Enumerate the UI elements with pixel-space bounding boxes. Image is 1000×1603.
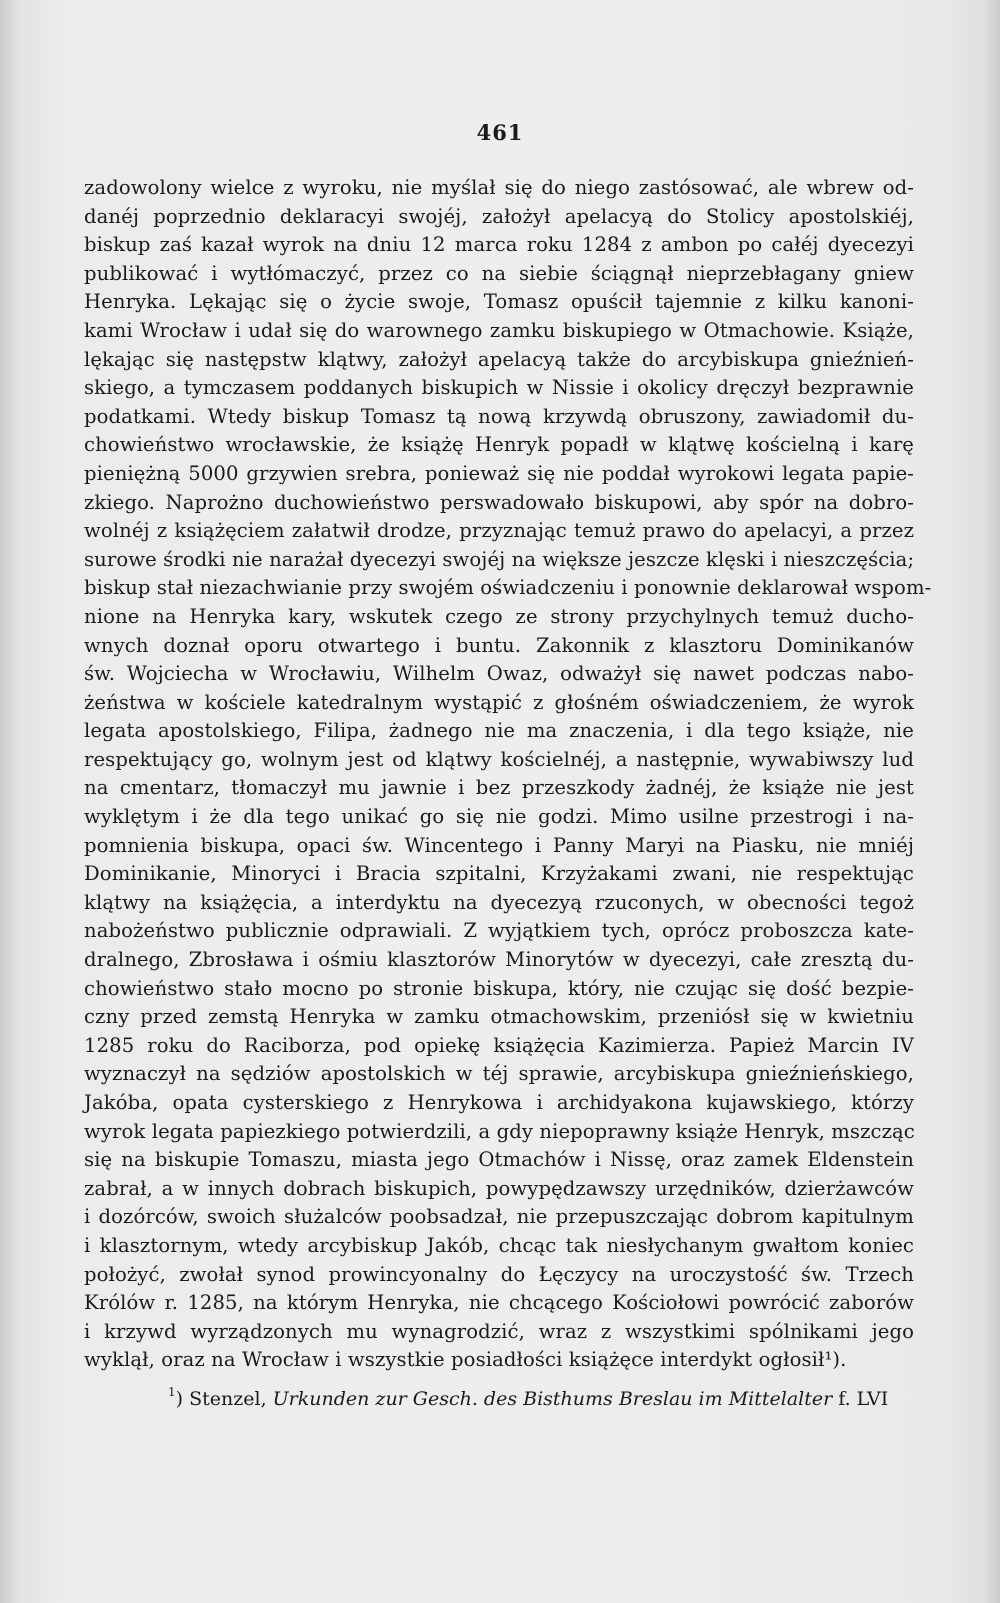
- footnote-title: Urkunden zur Gesch. des Bisthums Breslau im Mittelalter: [272, 1388, 833, 1410]
- text-line: wyznaczył na sędziów apostolskich w téj sprawie, arcybiskupa gnieźnieńskiego,: [84, 1062, 914, 1086]
- text-line: Henryka. Lękając się o życie swoje, Tomasz opuścił tajemnie z kilku kanoni-: [84, 290, 914, 314]
- text-line: wyklętym i że dla tego unikać go się nie godzi. Mimo usilne przestrogi i na-: [84, 805, 914, 829]
- text-line: św. Wojciecha w Wrocławiu, Wilhelm Owaz, odważył się nawet podczas nabo-: [84, 662, 914, 686]
- text-line: zadowolony wielce z wyroku, nie myślał się do niego zastósować, ale wbrew od-: [84, 176, 914, 199]
- text-line: i dozórców, swoich służalców poobsadzał, nie przepuszczając dobrom kapitulnym: [84, 1205, 914, 1229]
- text-line: 1285 roku do Raciborza, pod opiekę książęcia Kazimierza. Papież Marcin IV: [84, 1033, 914, 1057]
- text-line: dralnego, Zbrosława i ośmiu klasztorów Minorytów w dyecezyi, całe zresztą du-: [84, 948, 914, 972]
- footnote: [168, 1386, 914, 1412]
- text-line: legata apostolskiego, Filipa, żadnego nie ma znaczenia, i dla tego książe, nie: [84, 719, 914, 743]
- text-line: czny przed zemstą Henryka w zamku otmachowskim, przeniósł się w kwietniu: [84, 1005, 914, 1029]
- text-line: wyklął, oraz na Wrocław i wszystkie posiadłości książęce interdykt ogłosił¹).: [84, 1348, 847, 1372]
- text-line: kami Wrocław i udał się do warownego zamku biskupiego w Otmachowie. Książe,: [84, 318, 914, 342]
- footnote-paren: ): [175, 1388, 184, 1410]
- text-line: klątwy na książęcia, a interdyktu na dyecezyą rzuconych, w obecności tegoż: [84, 890, 914, 914]
- text-line: respektujący go, wolnym jest od klątwy kościelnéj, a następnie, wywabiwszy lud: [84, 747, 914, 771]
- text-line: nione na Henryka kary, wskutek czego ze strony przychylnych temuż ducho-: [84, 604, 914, 628]
- text-line: danéj poprzednio deklaracyi swojéj, założył apelacyą do Stolicy apostolskiéj,: [84, 204, 914, 228]
- text-line: i klasztornym, wtedy arcybiskup Jakób, chcąc tak niesłychanym gwałtom koniec: [84, 1233, 914, 1257]
- page-edge-shadow-right: [982, 0, 1000, 1603]
- footnote-reference: f. LVI: [838, 1388, 889, 1410]
- text-line: skiego, a tymczasem poddanych biskupich w Nissie i okolicy dręczył bezprawnie: [84, 376, 914, 400]
- page-number: 461: [476, 120, 524, 145]
- text-line: i krzywd wyrządzonych mu wynagrodzić, wraz z wszystkimi spólnikami jego: [84, 1319, 914, 1343]
- footnote-author: Stenzel,: [189, 1388, 267, 1410]
- text-line: pomnienia biskupa, opaci św. Wincentego i Panny Maryi na Piasku, nie mniéj: [84, 833, 914, 857]
- text-line: na cmentarz, tłomaczył mu jawnie i bez przeszkody żadnéj, że książe nie jest: [84, 776, 914, 800]
- text-line: Jakóba, opata cysterskiego z Henrykowa i archidyakona kujawskiego, którzy: [84, 1091, 914, 1114]
- text-line: chowieństwo wrocławskie, że książę Henryk popadł w klątwę kościelną i karę: [84, 433, 914, 457]
- text-line: wnych doznał oporu otwartego i buntu. Zakonnik z klasztoru Dominikanów: [84, 633, 914, 657]
- text-line: publikować i wytłómaczyć, przez co na siebie ściągnął nieprzebłagany gniew: [84, 261, 914, 285]
- body-text: [84, 174, 932, 1375]
- text-line: zkiego. Naprożno duchowieństwo perswadowało biskupowi, aby spór na dobro-: [84, 490, 914, 514]
- text-line: Królów r. 1285, na którym Henryka, nie chcącego Kościołowi powrócić zaborów: [84, 1291, 914, 1315]
- text-line: biskup zaś kazał wyrok na dniu 12 marca roku 1284 z ambon po całéj dyecezyi: [84, 233, 914, 257]
- footnote-marker: 1: [168, 1385, 176, 1399]
- text-line: wolnéj z książęciem załatwił drodze, przyznając temuż prawo do apelacyi, a przez: [84, 519, 914, 543]
- text-line: nabożeństwo publicznie odprawiali. Z wyjątkiem tych, oprócz proboszcza kate-: [84, 919, 914, 943]
- text-line: zabrał, a w innych dobrach biskupich, powypędzawszy urzędników, dzierżawców: [84, 1176, 914, 1200]
- text-line: położyć, zwołał synod prowincyonalny do Łęczycy na uroczystość św. Trzech: [84, 1262, 914, 1286]
- text-line: wyrok legata papiezkiego potwierdzili, a gdy niepoprawny książe Henryk, mszcząc: [84, 1119, 915, 1143]
- text-line: się na biskupie Tomaszu, miasta jego Otmachów i Nissę, oraz zamek Eldenstein: [84, 1148, 914, 1172]
- text-line: biskup stał niezachwianie przy swojém oświadczeniu i ponownie deklarował wspom-: [84, 576, 932, 600]
- page-edge-shadow-left: [0, 0, 18, 1603]
- text-line: żeństwa w kościele katedralnym wystąpić z głośném oświadczeniem, że wyrok: [84, 690, 914, 714]
- text-line: lękając się następstw klątwy, założył apelacyą także do arcybiskupa gnieźnień-: [84, 347, 914, 371]
- text-line: podatkami. Wtedy biskup Tomasz tą nową krzywdą obruszony, zawiadomił du-: [84, 404, 914, 428]
- text-line: pieniężną 5000 grzywien srebra, ponieważ się nie poddał wyrokowi legata papie-: [84, 461, 914, 485]
- text-line: chowieństwo stało mocno po stronie biskupa, który, nie czując się dość bezpie-: [84, 976, 914, 1000]
- text-line: Dominikanie, Minoryci i Bracia szpitalni, Krzyżakami zwani, nie respektując: [84, 862, 914, 886]
- text-line: surowe środki nie narażał dyecezyi swojéj na większe jeszcze klęski i nieszczęścia;: [84, 547, 915, 571]
